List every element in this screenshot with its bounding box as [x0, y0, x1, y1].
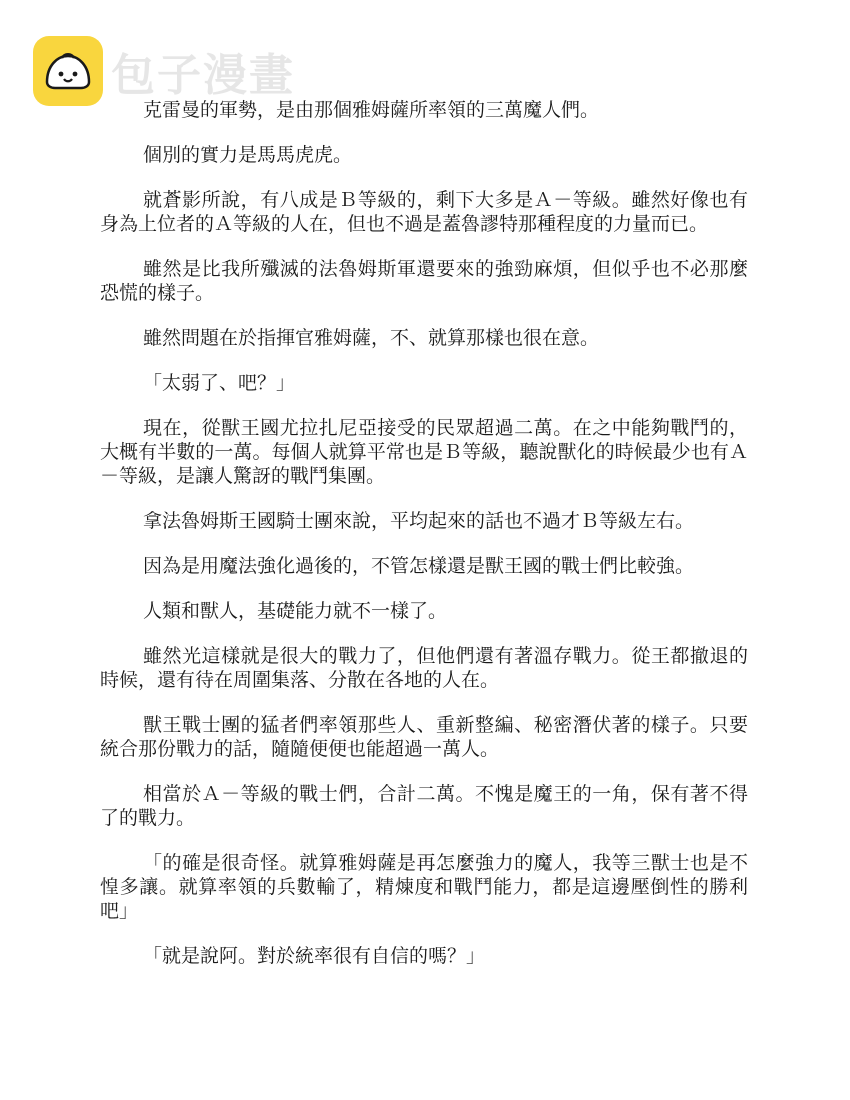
- paragraph: 獸王戰士團的猛者們率領那些人、重新整編、秘密潛伏著的樣子。只要統合那份戰力的話，隨隨便便也能超過一萬人。: [100, 714, 748, 760]
- paragraph: 雖然光這樣就是很大的戰力了，但他們還有著溫存戰力。從王都撤退的時候，還有待在周圍集落、分散在各地的人在。: [100, 645, 748, 691]
- watermark-text: 包子漫畫: [111, 50, 295, 101]
- document-body: [100, 98, 748, 989]
- watermark-logo: [33, 35, 295, 107]
- paragraph: 就蒼影所說，有八成是Ｂ等級的，剩下大多是Ａ－等級。雖然好像也有身為上位者的Ａ等級的人在，但也不過是蓋魯謬特那種程度的力量而已。: [100, 189, 748, 235]
- paragraph: 雖然是比我所殲滅的法魯姆斯軍還要來的強勁麻煩，但似乎也不必那麼恐慌的樣子。: [100, 258, 748, 304]
- paragraph: 「太弱了、吧？」: [143, 372, 296, 394]
- paragraph: 現在，從獸王國尤拉扎尼亞接受的民眾超過二萬。在之中能夠戰鬥的，大概有半數的一萬。每個人就算平常也是Ｂ等級，聽說獸化的時候最少也有Ａ－等級，是讓人驚訝的戰鬥集團。: [100, 417, 748, 487]
- paragraph: 個別的實力是馬馬虎虎。: [143, 144, 353, 166]
- paragraph: 因為是用魔法強化過後的，不管怎樣還是獸王國的戰士們比較強。: [143, 555, 695, 577]
- paragraph: 雖然問題在於指揮官雅姆薩，不、就算那樣也很在意。: [143, 327, 600, 349]
- paragraph: 拿法魯姆斯王國騎士團來說，平均起來的話也不過才Ｂ等級左右。: [143, 510, 695, 532]
- bun-icon: [33, 36, 103, 106]
- paragraph: 克雷曼的軍勢，是由那個雅姆薩所率領的三萬魔人們。: [143, 99, 600, 121]
- paragraph: 人類和獸人，基礎能力就不一樣了。: [143, 600, 448, 622]
- paragraph: 相當於Ａ－等級的戰士們，合計二萬。不愧是魔王的一角，保有著不得了的戰力。: [100, 783, 748, 829]
- paragraph: 「就是說阿。對於統率很有自信的嗎？」: [143, 945, 486, 967]
- paragraph: 「的確是很奇怪。就算雅姆薩是再怎麼強力的魔人，我等三獸士也是不惶多讓。就算率領的兵數輸了，精煉度和戰鬥能力，都是這邊壓倒性的勝利吧」: [100, 852, 748, 922]
